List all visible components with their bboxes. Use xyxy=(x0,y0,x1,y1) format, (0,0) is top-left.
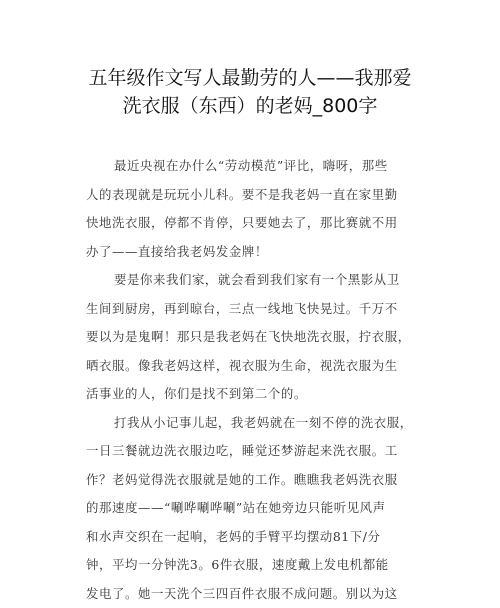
paragraph-line: 一日三餐就边洗衣服边吃，睡觉还梦游起来洗衣服。工 xyxy=(86,437,420,466)
paragraph-line: 和水声交织在一起响，老妈的手臂平均摆动81下/分 xyxy=(86,523,420,552)
paragraph-line: 快地洗衣服，停都不肯停，只要她去了，那比赛就不用 xyxy=(86,209,420,238)
paragraph-line: 活事业的人，你们是找不到第二个的。 xyxy=(86,380,420,409)
paragraph-line: 晒衣服。像我老妈这样，视衣服为生命，视洗衣服为生 xyxy=(86,352,420,381)
title-line-1: 五年级作文写人最勤劳的人——我那爱 xyxy=(80,64,420,92)
paragraph-line: 最近央视在办什么“劳动模范”评比，嗨呀，那些 xyxy=(86,152,420,181)
paragraph-line: 要以为是鬼啊！那只是我老妈在飞快地洗衣服，拧衣服， xyxy=(86,323,420,352)
paragraph-line: 的那速度——“唰哗唰哗唰”站在她旁边只能听见风声 xyxy=(86,494,420,523)
paragraph-line: 打我从小记事儿起，我老妈就在一刻不停的洗衣服， xyxy=(86,409,420,438)
paragraph-line: 要是你来我们家，就会看到我们家有一个黑影从卫 xyxy=(86,266,420,295)
article-body xyxy=(86,152,420,608)
paragraph-line: 办了——直接给我老妈发金牌！ xyxy=(86,238,420,267)
paragraph-line: 人的表现就是玩玩小儿科。要不是我老妈一直在家里勤 xyxy=(86,181,420,210)
title-line-2: 洗衣服（东西）的老妈_800字 xyxy=(80,92,420,120)
article-title xyxy=(80,64,420,120)
paragraph-line: 作？老妈觉得洗衣服就是她的工作。瞧瞧我老妈洗衣服 xyxy=(86,466,420,495)
paragraph-line: 生间到厨房，再到晾台，三点一线地飞快晃过。千万不 xyxy=(86,295,420,324)
paragraph-line: 钟，平均一分钟洗3。6件衣服，速度戴上发电机都能 xyxy=(86,551,420,580)
paragraph-line: 发电了。她一天洗个三四百件衣服不成问题。别以为这 xyxy=(86,580,420,608)
